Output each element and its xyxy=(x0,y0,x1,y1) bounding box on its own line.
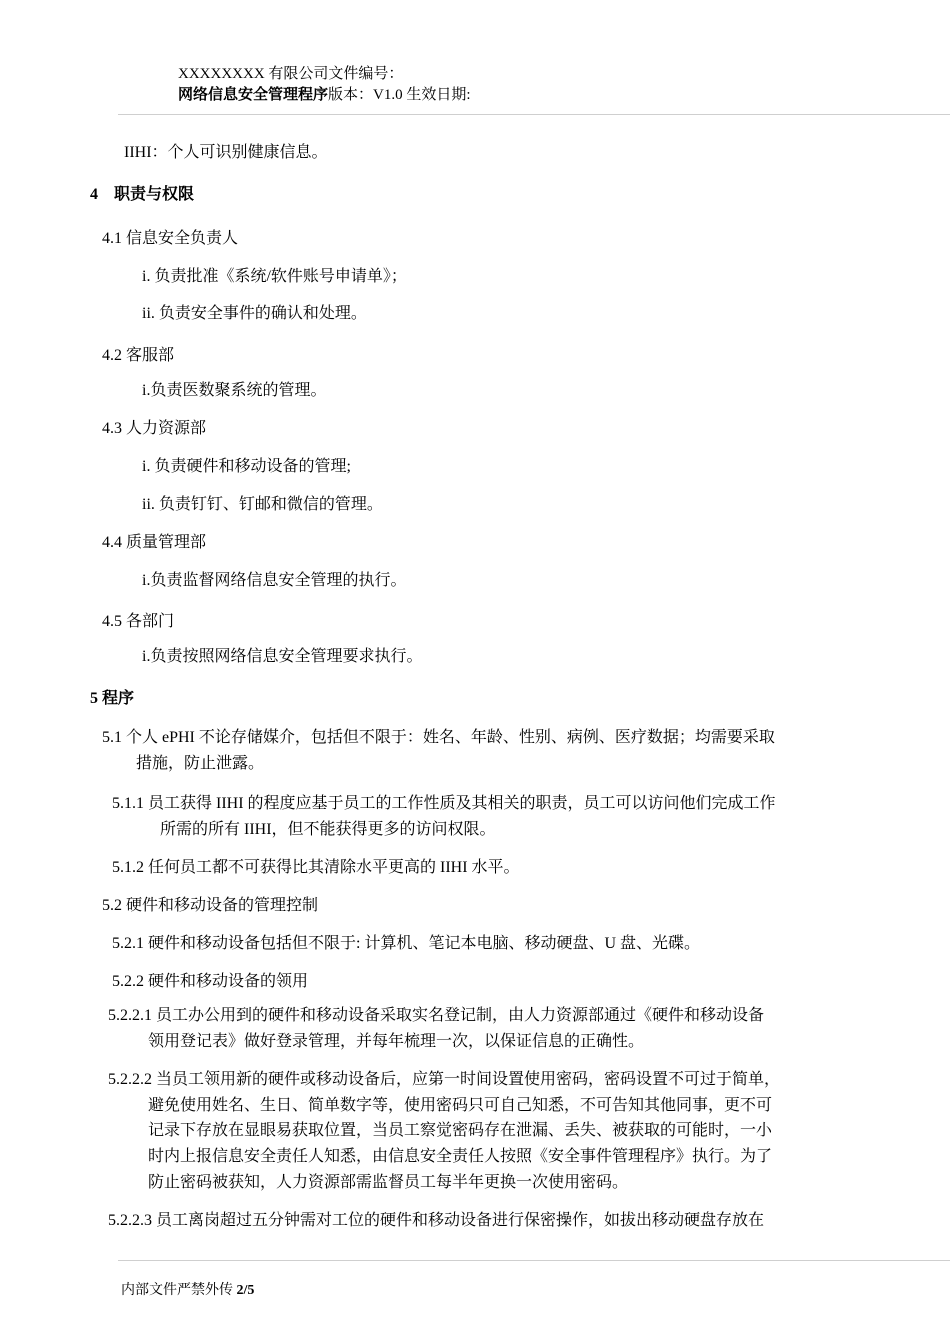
section-4-1-heading: 4.1 信息安全负责人 xyxy=(102,230,239,247)
section-5-1-line-2: 措施，防止泄露。 xyxy=(136,755,265,772)
section-4-3-heading: 4.3 人力资源部 xyxy=(102,420,207,437)
section-5-1-1-line-1: 5.1.1 员工获得 IIHI 的程度应基于员工的工作性质及其相关的职责，员工可以访问他们完成工作 xyxy=(112,795,776,812)
page-number: 2/5 xyxy=(236,1283,255,1298)
section-5-2-2-2-line-3: 记录下存放在显眼易获取位置，当员工察觉密码存在泄漏、丢失、被获取的可能时，一小 xyxy=(148,1122,773,1139)
footer-confidential-label: 内部文件严禁外传 xyxy=(121,1283,233,1298)
section-4-heading: 4 职责与权限 xyxy=(90,186,195,203)
section-5-2-2-2-line-4: 时内上报信息安全责任人知悉，由信息安全责任人按照《安全事件管理程序》执行。为了 xyxy=(148,1148,773,1165)
section-5-heading: 5 程序 xyxy=(90,690,135,707)
section-5-1-1-line-2: 所需的所有 IIHI，但不能获得更多的访问权限。 xyxy=(160,821,496,838)
footer xyxy=(121,1279,254,1299)
section-4-4-item-i: i.负责监督网络信息安全管理的执行。 xyxy=(142,572,407,589)
section-4-1-item-i: i. 负责批准《系统/软件账号申请单》； xyxy=(142,268,407,285)
section-4-4-heading: 4.4 质量管理部 xyxy=(102,534,207,551)
section-5-2-2-heading: 5.2.2 硬件和移动设备的领用 xyxy=(112,973,309,990)
version-effective-date: 版本：V1.0 生效日期: xyxy=(328,87,471,103)
section-5-2-2-1-line-2: 领用登记表》做好登录管理，并每年梳理一次，以保证信息的正确性。 xyxy=(148,1033,645,1050)
section-5-2-2-2-line-2: 避免使用姓名、生日、简单数字等，使用密码只可自己知悉，不可告知其他同事，更不可 xyxy=(148,1097,773,1114)
section-4-1-item-ii: ii. 负责安全事件的确认和处理。 xyxy=(142,305,367,322)
section-5-2-1: 5.2.1 硬件和移动设备包括但不限于: 计算机、笔记本电脑、移动硬盘、U 盘、光碟。 xyxy=(112,935,701,952)
footer-divider xyxy=(118,1260,950,1261)
section-5-1-line-1: 5.1 个人 ePHI 不论存储媒介，包括但不限于：姓名、年龄、性别、病例、医疗数据；均需要采取 xyxy=(102,729,775,746)
section-5-2-2-1-line-1: 5.2.2.1 员工办公用到的硬件和移动设备采取实名登记制，由人力资源部通过《硬件和移动设备 xyxy=(108,1007,765,1024)
section-5-2-2-2-line-5: 防止密码被获知，人力资源部需监督员工每半年更换一次使用密码。 xyxy=(148,1174,629,1191)
section-4-3-item-ii: ii. 负责钉钉、钉邮和微信的管理。 xyxy=(142,496,383,513)
section-4-3-item-i: i. 负责硬件和移动设备的管理; xyxy=(142,458,351,475)
section-4-5-heading: 4.5 各部门 xyxy=(102,613,175,630)
section-5-2-heading: 5.2 硬件和移动设备的管理控制 xyxy=(102,897,319,914)
section-5-2-2-3-line-1: 5.2.2.3 员工离岗超过五分钟需对工位的硬件和移动设备进行保密操作，如拔出移动硬盘存放在 xyxy=(108,1212,765,1229)
section-5-2-2-2-line-1: 5.2.2.2 当员工领用新的硬件或移动设备后，应第一时间设置使用密码，密码设置不可过于简单， xyxy=(108,1071,781,1088)
header-divider xyxy=(118,114,950,115)
section-5-1-2: 5.1.2 任何员工都不可获得比其清除水平更高的 IIHI 水平。 xyxy=(112,859,520,876)
iihi-definition: IIHI：个人可识别健康信息。 xyxy=(124,144,328,161)
section-4-2-item-i: i.负责医数聚系统的管理。 xyxy=(142,382,327,399)
document-title: 网络信息安全管理程序 xyxy=(178,87,329,103)
section-4-2-heading: 4.2 客服部 xyxy=(102,347,175,364)
section-4-5-item-i: i.负责按照网络信息安全管理要求执行。 xyxy=(142,648,423,665)
header-title-line xyxy=(178,83,471,104)
header-company-docno: XXXXXXXX 有限公司文件编号： xyxy=(178,66,404,82)
